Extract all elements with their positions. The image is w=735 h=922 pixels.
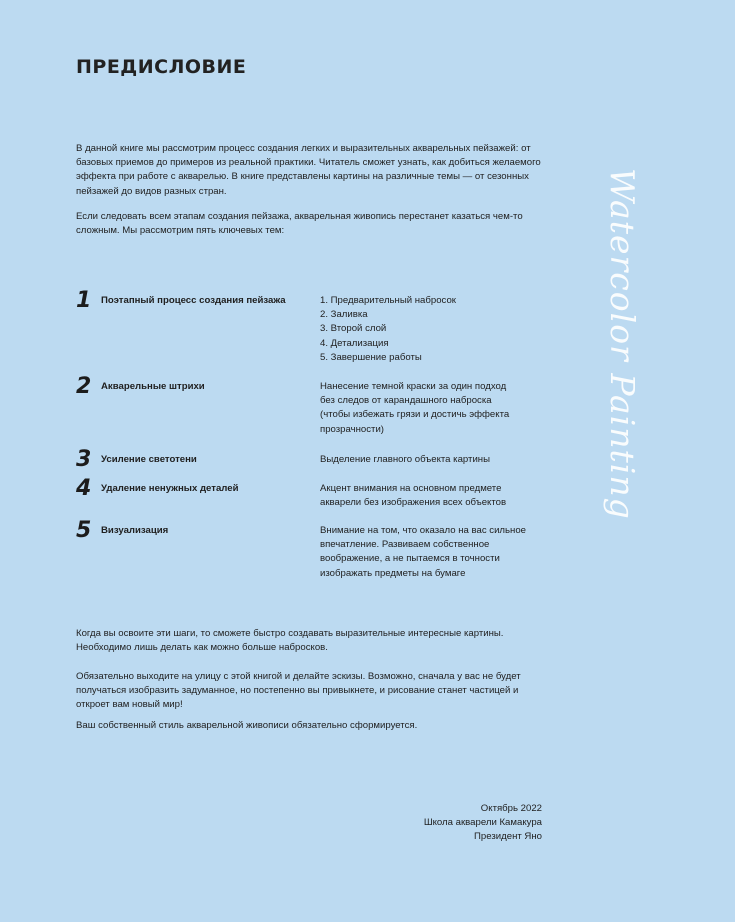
step-description-line: прозрачности) — [320, 423, 384, 435]
step-description-line: впечатление. Развиваем собственное — [320, 539, 490, 551]
intro-paragraph-1: В данной книге мы рассмотрим процесс создания легких и выразительных акварельных пейзажей: от базовых приемов до примеров из реальной практики. Читатель сможет узнать, как добиться желаемого эффекта при работе с акварелью. В книге представлены картины на различные темы — от сезонных пейзажей до видов разных стран. — [76, 143, 541, 197]
step-description — [320, 453, 550, 467]
step-description-line: 5. Завершение работы — [320, 351, 422, 363]
step-title: Поэтапный процесс создания пейзажа — [101, 295, 286, 306]
step-description-line: акварели без изображения всех объектов — [320, 497, 507, 509]
step-description — [320, 294, 550, 365]
step-title: Акварельные штрихи — [101, 381, 205, 392]
step-number: 2 — [76, 374, 92, 399]
outro-paragraph-1: Когда вы освоите эти шаги, то сможете быстро создавать выразительные интересные картины. Необходимо лишь делать как можно больше набросков. — [76, 628, 504, 654]
step-title: Визуализация — [101, 525, 169, 536]
step-title: Удаление ненужных деталей — [101, 483, 239, 494]
step-description-line: (чтобы избежать грязи и достичь эффекта — [320, 409, 510, 421]
step-description-line: изображать предметы на бумаге — [320, 567, 466, 579]
signature-school: Школа акварели Камакура — [423, 817, 542, 829]
step-title: Усиление светотени — [101, 454, 197, 465]
step-description-line: 4. Детализация — [320, 337, 389, 349]
step-description-line: воображение, а не пытаемся в точности — [320, 553, 500, 565]
step-description — [320, 524, 550, 581]
outro-paragraph-3: Ваш собственный стиль акварельной живописи обязательно сформируется. — [76, 720, 418, 731]
side-decorative-title: Watercolor Painting — [603, 168, 642, 520]
step-description-line: 1. Предварительный набросок — [320, 295, 456, 306]
step-number: 4 — [76, 476, 92, 501]
step-description-line: без следов от карандашного наброска — [320, 395, 492, 407]
signature-date: Октябрь 2022 — [480, 803, 542, 814]
step-description — [320, 380, 550, 437]
page-title: ПРЕДИСЛОВИЕ — [76, 56, 247, 78]
step-number: 5 — [76, 518, 92, 543]
step-description-line: Выделение главного объекта картины — [320, 454, 490, 465]
step-description-line: 2. Заливка — [320, 309, 368, 321]
signature-author: Президент Яно — [474, 831, 542, 843]
step-description-line: 3. Второй слой — [320, 323, 387, 335]
step-description — [320, 482, 550, 510]
intro-paragraph-2: Если следовать всем этапам создания пейзажа, акварельная живопись перестанет казаться чем-то сложным. Мы рассмотрим пять ключевых тем: — [76, 211, 523, 237]
signature-block — [330, 802, 542, 845]
step-description-line: Акцент внимания на основном предмете — [320, 483, 502, 494]
step-description-line: Внимание на том, что оказало на вас сильное — [320, 525, 526, 536]
step-description-line: Нанесение темной краски за один подход — [320, 381, 507, 392]
outro-paragraph-2: Обязательно выходите на улицу с этой книгой и делайте эскизы. Возможно, сначала у вас не будет получаться изобразить задуманное, но постепенно вы привыкнете, и рисование станет частицей и откроет вам новый мир! — [76, 671, 521, 711]
step-number: 3 — [76, 447, 92, 472]
step-number: 1 — [76, 288, 92, 313]
